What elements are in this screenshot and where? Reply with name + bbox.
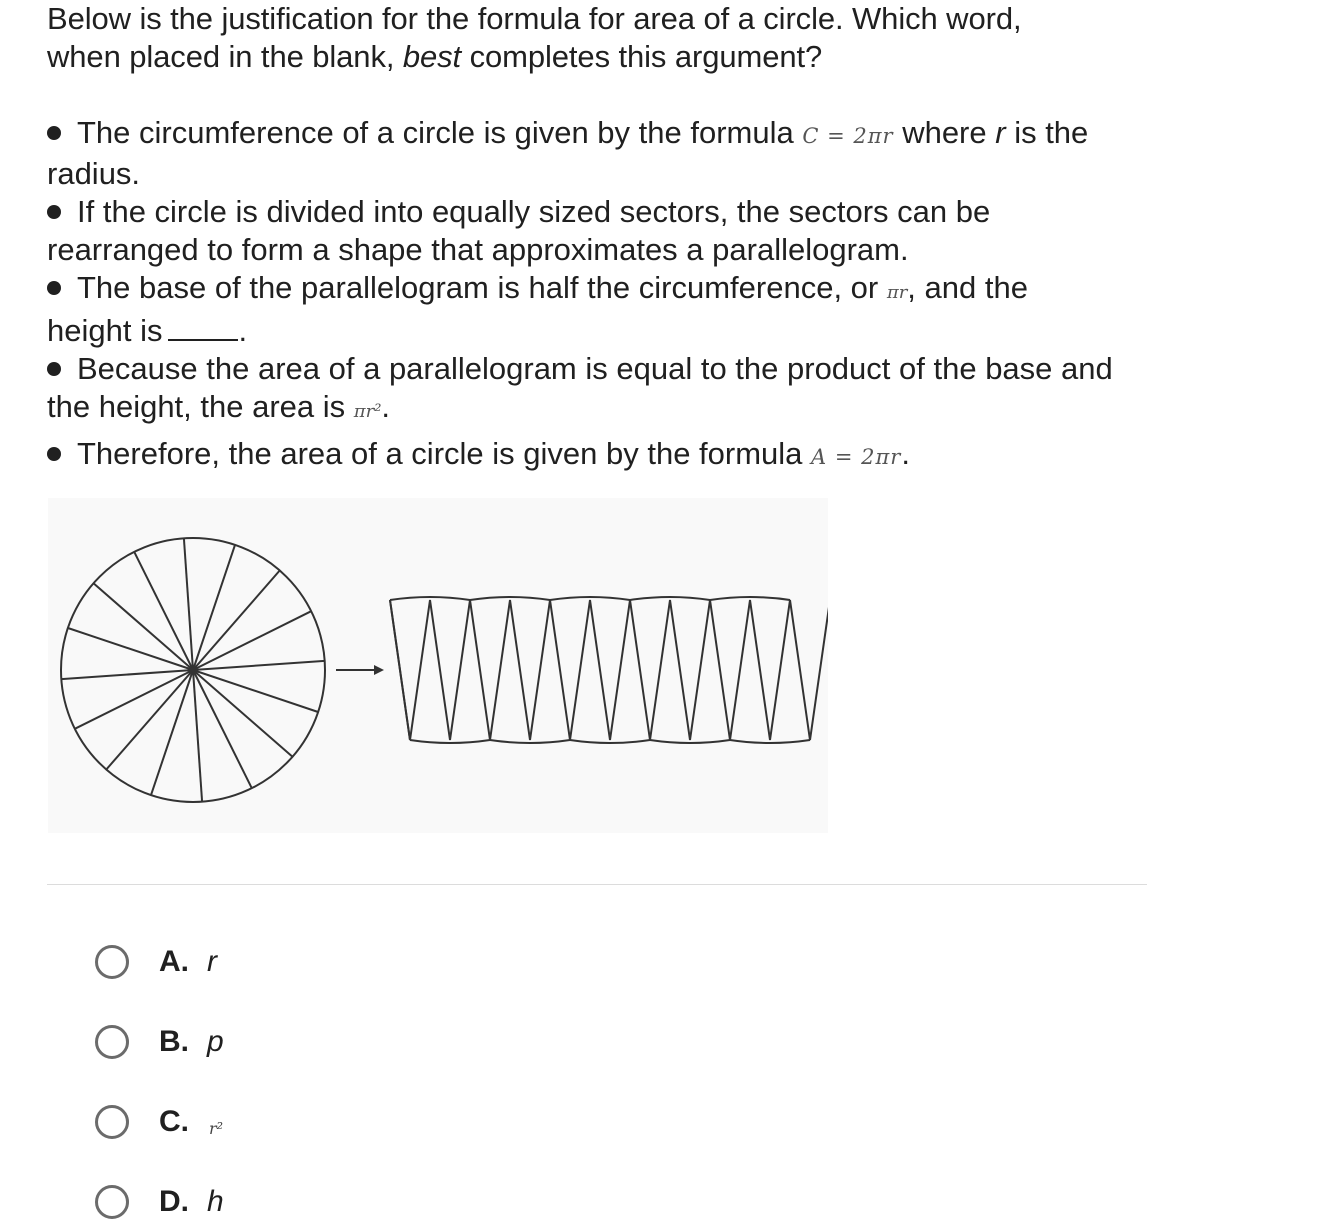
choice-letter: C. xyxy=(159,1105,189,1138)
bullet-text: height is xyxy=(47,313,163,348)
argument-item-sectors xyxy=(47,193,1167,269)
bullet-text: The base of the parallelogram is half the circumference, or xyxy=(77,270,887,305)
emphasis-best: best xyxy=(402,39,462,74)
sector-radius xyxy=(193,670,293,757)
bullet-text: is the xyxy=(1005,115,1089,150)
formula-pi-r: πr xyxy=(886,282,908,303)
sector-radius xyxy=(106,670,193,770)
sector-arc-top xyxy=(630,597,710,600)
sector-parallelogram xyxy=(390,597,828,743)
sector-arc-bottom xyxy=(570,740,650,743)
argument-item-conclusion xyxy=(47,435,1167,476)
choice-value: r² xyxy=(209,1118,224,1138)
choice-letter: A. xyxy=(159,945,189,978)
answer-choice-d[interactable] xyxy=(95,1180,224,1224)
sector-arc-bottom xyxy=(410,740,490,743)
radio-button-c[interactable] xyxy=(95,1105,129,1139)
choice-value: r xyxy=(207,945,217,978)
sector-radius xyxy=(61,670,193,679)
variable-r: r xyxy=(995,115,1006,150)
answer-blank xyxy=(168,315,238,341)
sector-arc-bottom xyxy=(490,740,570,743)
sector-arc-top xyxy=(390,597,470,600)
sector-zigzag xyxy=(390,600,828,740)
arrow-right-icon xyxy=(336,665,384,675)
bullet-text: radius. xyxy=(47,156,141,191)
sector-radius xyxy=(94,583,194,670)
circle-center xyxy=(189,666,197,674)
bullet-dot-icon xyxy=(47,281,61,295)
question-line-1: Below is the justification for the formula for area of a circle. Which word, xyxy=(47,1,1022,36)
sector-radius xyxy=(184,538,193,670)
question-line-2-start: when placed in the blank, xyxy=(47,39,403,74)
bullet-text: The circumference of a circle is given by the formula xyxy=(77,115,803,150)
bullet-text: . xyxy=(238,313,248,348)
bullet-text: If the circle is divided into equally sized sectors, the sectors can be xyxy=(77,194,991,229)
sector-arc-top xyxy=(470,597,550,600)
choice-value: p xyxy=(207,1025,224,1058)
radio-button-b[interactable] xyxy=(95,1025,129,1059)
divider xyxy=(47,884,1147,885)
sector-radius xyxy=(193,670,202,802)
choice-letter: D. xyxy=(159,1185,189,1218)
sector-radius xyxy=(193,571,280,671)
sector-arc-bottom xyxy=(730,740,810,743)
bullet-text: . xyxy=(381,389,391,424)
bullet-text: , and the xyxy=(907,270,1028,305)
argument-list xyxy=(47,114,1167,476)
bullet-dot-icon xyxy=(47,362,61,376)
bullet-dot-icon xyxy=(47,126,61,140)
argument-item-base-height xyxy=(47,269,1167,350)
circle-sectors-figure xyxy=(48,498,828,833)
bullet-dot-icon xyxy=(47,447,61,461)
answer-choice-c[interactable] xyxy=(95,1100,223,1144)
answer-choice-b[interactable] xyxy=(95,1020,224,1064)
bullet-dot-icon xyxy=(47,205,61,219)
argument-item-area-product xyxy=(47,350,1167,431)
sector-arc-top xyxy=(710,597,790,600)
bullet-text: the height, the area is xyxy=(47,389,354,424)
formula-pi-r-squared: πr² xyxy=(353,401,382,422)
sector-arc-top xyxy=(550,597,630,600)
question-line-2-end: completes this argument? xyxy=(461,39,823,74)
bullet-text: rearranged to form a shape that approximates a parallelogram. xyxy=(47,232,909,267)
radio-button-d[interactable] xyxy=(95,1185,129,1219)
formula-area: A = 2πr xyxy=(811,445,902,469)
choice-value: h xyxy=(207,1185,224,1218)
sector-rearrangement-diagram xyxy=(48,498,828,833)
bullet-text: Because the area of a parallelogram is equal to the product of the base and xyxy=(77,351,1113,386)
parallelogram-left-edge xyxy=(390,600,410,740)
choice-letter: B. xyxy=(159,1025,189,1058)
bullet-text: Therefore, the area of a circle is given by the formula xyxy=(77,436,812,471)
answer-choice-a[interactable] xyxy=(95,940,217,984)
divided-circle xyxy=(61,538,325,802)
question-line-2 xyxy=(47,38,1167,76)
bullet-text: where xyxy=(893,115,996,150)
bullet-text: . xyxy=(901,436,910,471)
sector-arc-bottom xyxy=(650,740,730,743)
formula-circumference: C = 2πr xyxy=(802,124,894,148)
question-text xyxy=(47,0,1167,76)
sector-radius xyxy=(193,661,325,670)
radio-button-a[interactable] xyxy=(95,945,129,979)
argument-item-circumference xyxy=(47,114,1167,193)
